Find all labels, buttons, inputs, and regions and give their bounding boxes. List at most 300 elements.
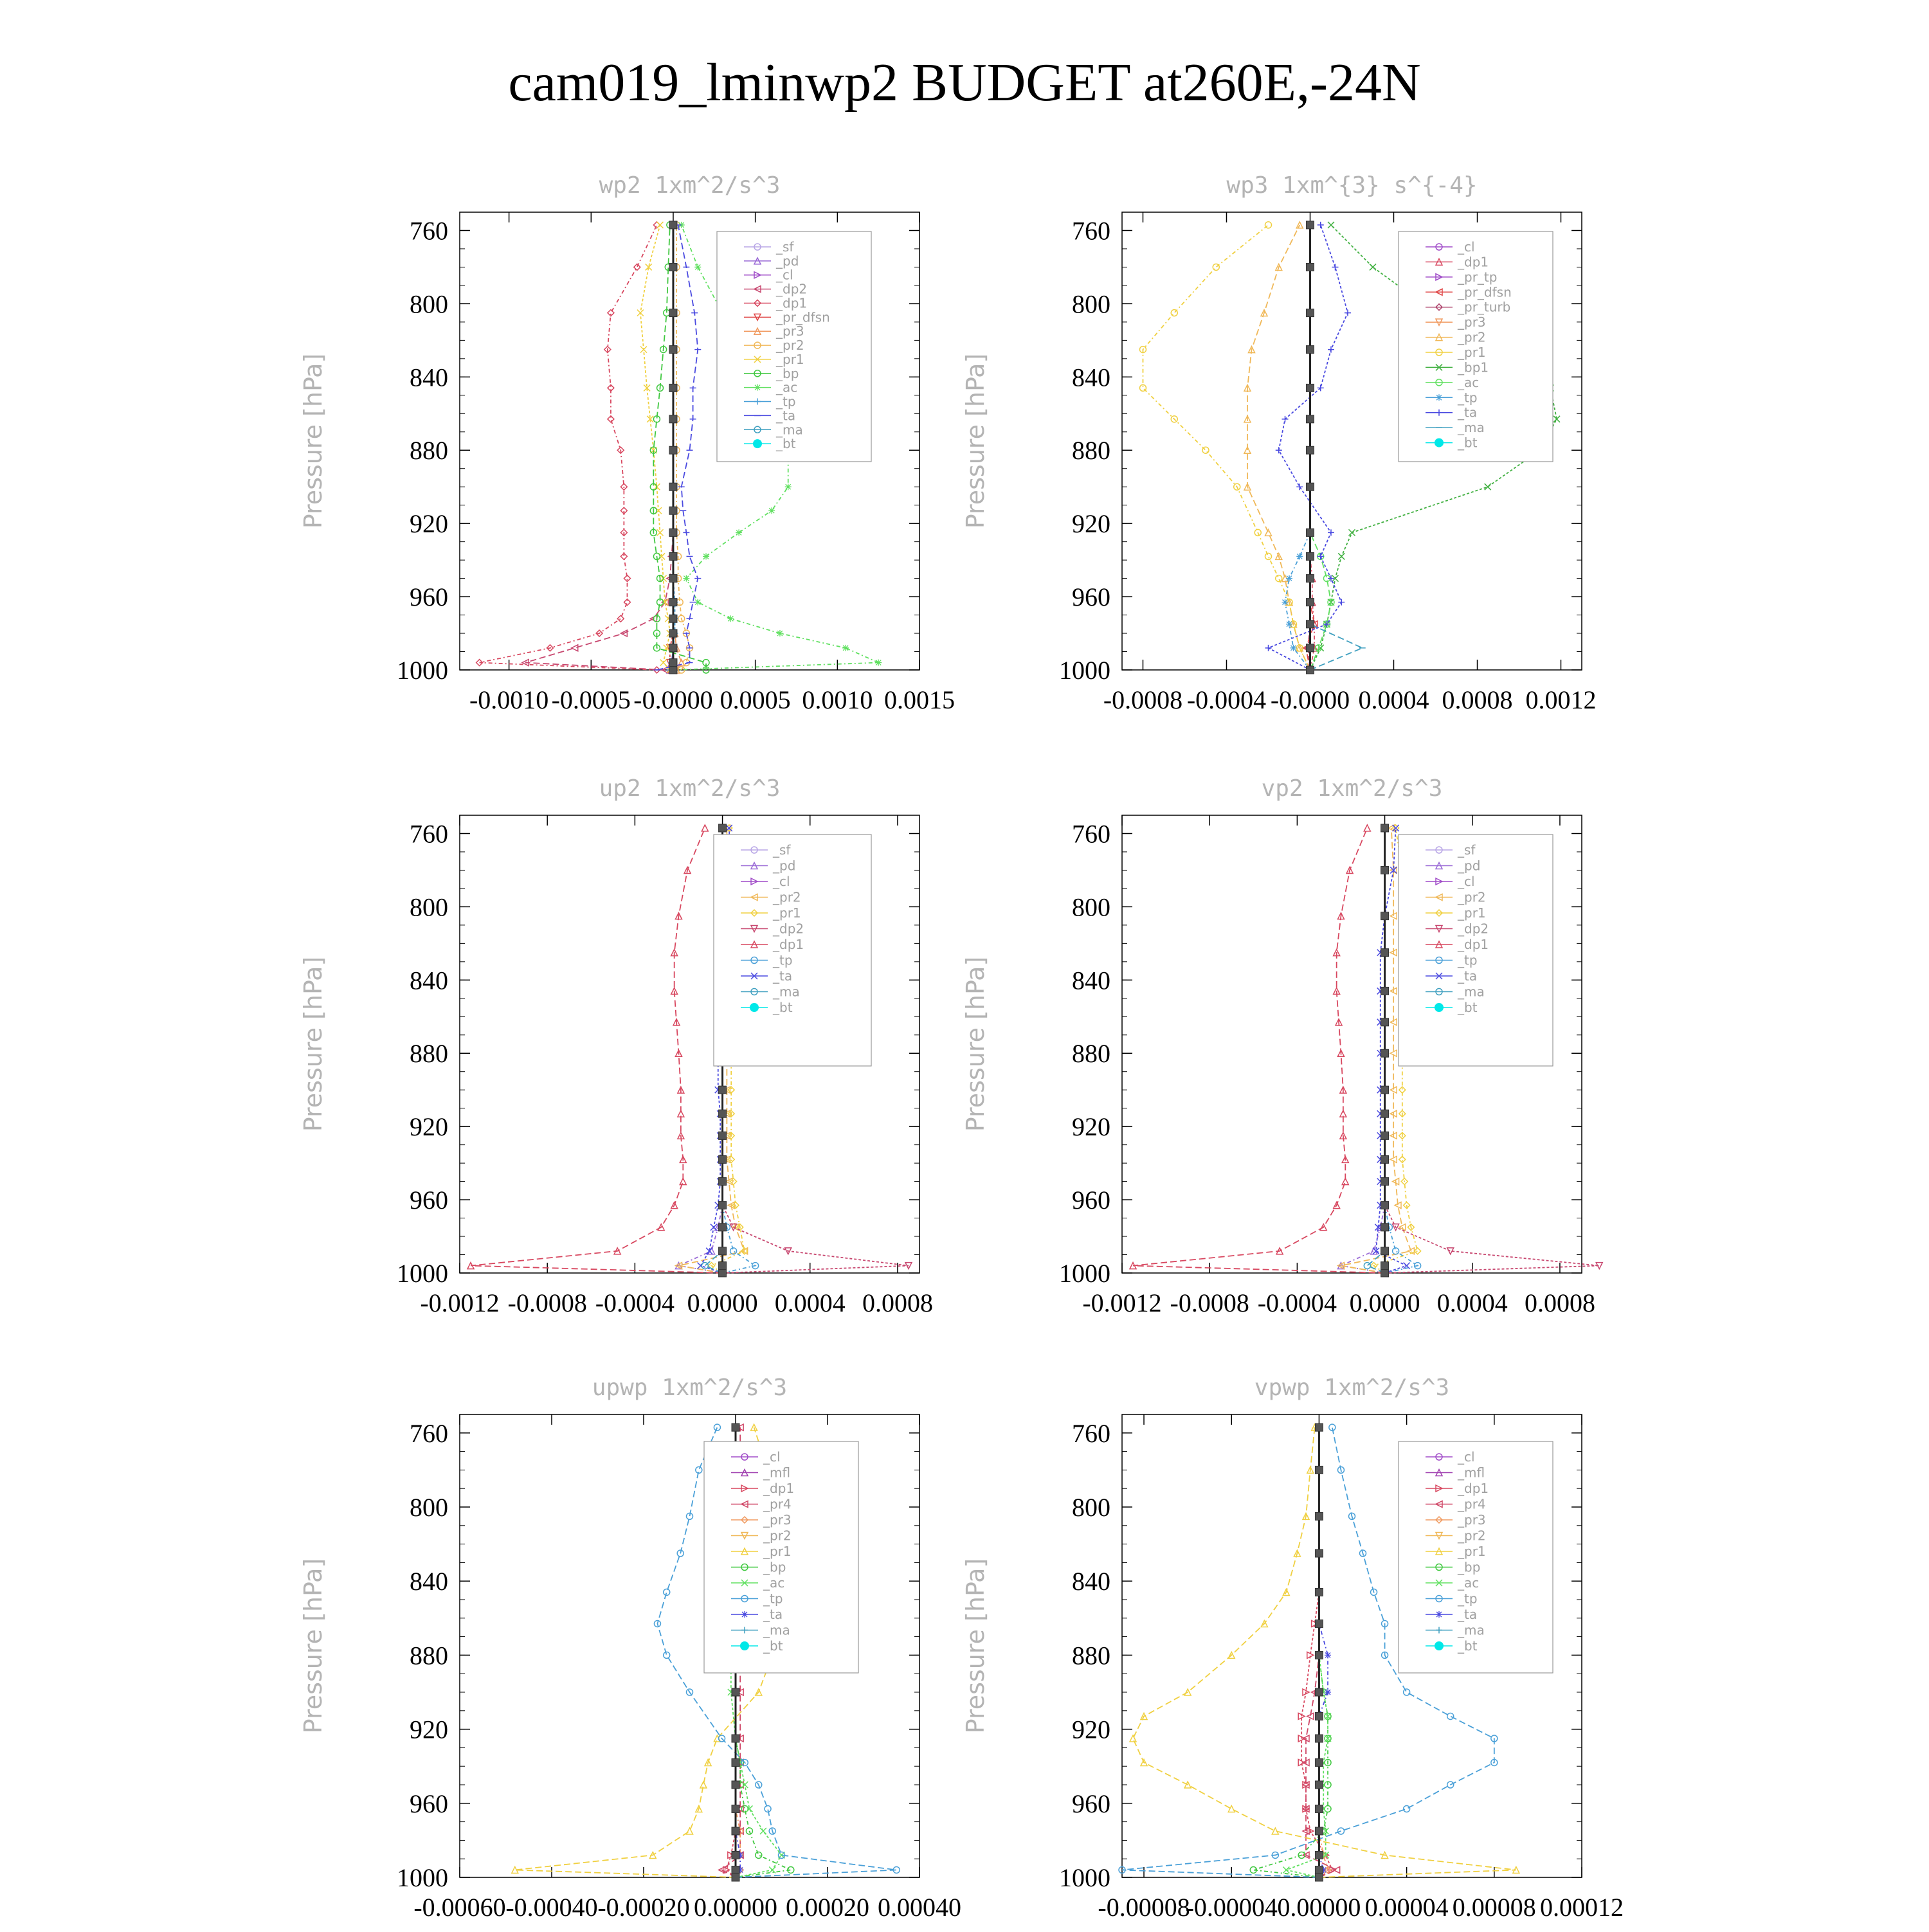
data-point [1282,599,1289,606]
data-point [1381,1110,1389,1117]
legend-label: _dp2 [1458,921,1489,937]
data-point [1307,528,1314,536]
legend-label: _cl [773,874,790,889]
data-point [1381,1202,1389,1209]
series-line [471,828,723,1273]
data-point [1328,222,1334,228]
data-point [640,347,647,353]
series-line [1133,828,1385,1273]
x-tick-label: -0.0010 [469,685,549,714]
legend-label: _ac [776,379,798,395]
data-point [1307,644,1314,652]
x-tick-label: -0.0005 [551,685,631,714]
y-tick-label: 840 [410,1567,448,1596]
data-point [687,1828,693,1834]
data-point [1328,529,1334,536]
x-tick-label: 0.00000 [1277,1893,1361,1922]
data-point [1381,1132,1389,1139]
data-point [1381,1155,1389,1163]
y-tick-label: 920 [410,509,448,539]
data-point [719,1202,727,1209]
data-point [1265,553,1272,559]
data-point [1381,1247,1389,1255]
data-point [1332,264,1339,270]
data-point [1265,222,1272,228]
x-tick-label: 0.00004 [1364,1893,1449,1922]
data-point [1342,1178,1348,1185]
data-point [1244,447,1251,453]
data-point [637,310,644,316]
legend [717,231,871,462]
x-tick-label: 0.0012 [1525,685,1597,714]
panel-title: up2 1xm^2/s^3 [599,775,781,802]
data-point [732,1827,739,1835]
data-point [669,666,677,674]
data-point [719,1086,727,1094]
panel-title: wp3 1xm^{3} s^{-4} [1226,172,1478,199]
legend-label: _tp [773,952,793,968]
data-point [660,660,667,666]
data-point [669,644,677,652]
y-tick-label: 760 [410,216,448,246]
y-tick-label: 960 [410,582,448,612]
data-point [1338,553,1345,559]
data-point [732,1805,739,1812]
y-tick-label: 920 [1072,509,1110,539]
data-point [785,483,792,490]
y-tick-label: 840 [1072,363,1110,392]
series-bt [669,221,677,674]
legend-label: _ta [763,1607,783,1622]
x-tick-label: 0.00012 [1540,1893,1624,1922]
y-tick-label: 800 [410,892,448,922]
y-tick-label: 800 [1072,892,1110,922]
data-point [1213,264,1219,270]
x-tick-label: -0.00040 [505,1893,598,1922]
legend-label: _ma [1458,1622,1485,1638]
legend-label: _ac [1458,374,1480,390]
legend-label: _ta [1458,404,1478,420]
chart-panel-3 [299,775,933,1317]
data-point [1307,599,1314,606]
data-point [1307,346,1314,354]
panel-title: wp2 1xm^2/s^3 [599,172,781,199]
y-tick-label: 760 [410,819,448,849]
x-tick-label: 0.0004 [1436,1288,1508,1317]
data-point [1291,645,1297,651]
data-point [1307,575,1314,582]
data-point [1202,447,1209,453]
data-point [756,1852,762,1858]
data-point [1404,1805,1410,1812]
legend-label: _tp [1458,1591,1478,1607]
data-point [664,1652,670,1658]
data-point [703,553,709,559]
data-point [680,1178,686,1185]
legend-label: _bp [763,1559,786,1575]
y-tick-label: 880 [410,1641,448,1670]
legend-label: _bp [1458,1559,1481,1575]
data-point [1370,264,1376,270]
data-point [1381,1018,1389,1026]
data-point [669,263,677,271]
legend-label: _bt [1458,435,1478,451]
legend-label: _sf [776,239,794,255]
legend-label: _pr1 [1458,905,1486,921]
x-tick-label: -0.0008 [507,1288,587,1317]
legend-label: _ma [1458,984,1485,1000]
legend [704,1441,858,1673]
legend-label: _cl [776,267,793,283]
series-dp1 [1130,825,1388,1276]
y-tick-label: 880 [1072,1641,1110,1670]
data-point [669,552,677,560]
x-tick-label: -0.00008 [1098,1893,1190,1922]
legend-label: _pr1 [763,1544,792,1559]
legend [1399,1441,1553,1673]
data-point [777,630,783,636]
y-tick-label: 920 [410,1715,448,1744]
legend-label: _pr3 [763,1512,792,1528]
data-point [732,1873,739,1881]
data-point [669,599,677,606]
legend-label: _tp [1458,390,1478,406]
legend-label: _dp1 [1458,937,1489,952]
x-tick-label: 0.0008 [1524,1288,1595,1317]
data-point [669,446,677,454]
data-point [634,264,640,270]
data-point [1286,575,1292,582]
data-point [1315,1423,1323,1431]
legend-label: _ac [763,1575,785,1591]
data-point [732,1688,739,1696]
data-point [732,1866,739,1873]
data-point [1381,949,1389,957]
data-point [669,309,677,317]
data-point [1381,1086,1389,1094]
data-point [653,222,660,228]
x-tick-label: 0.0008 [1442,685,1513,714]
data-point [669,615,677,622]
legend-label: _pd [773,858,796,874]
data-point [1318,384,1324,391]
x-tick-label: 0.0000 [687,1288,758,1317]
legend-label: _pr4 [763,1496,792,1512]
data-point [1307,221,1314,229]
x-tick-label: 0.0000 [1349,1288,1420,1317]
x-tick-label: 0.0010 [802,685,873,714]
y-tick-label: 840 [410,966,448,995]
y-tick-label: 1000 [1059,656,1110,685]
y-tick-label: 760 [410,1418,448,1448]
y-axis-label: Pressure [hPa] [299,1558,327,1734]
legend-label: _pr_dfsn [776,309,830,325]
legend-label: _mfl [763,1465,791,1481]
legend-label: _sf [773,842,791,858]
legend-marker [1435,438,1444,447]
legend-label: _dp1 [763,1481,795,1496]
data-point [875,660,882,666]
data-point [657,222,664,228]
data-point [1315,1758,1323,1766]
data-point [1315,1735,1323,1742]
y-tick-label: 800 [1072,1493,1110,1522]
panel-title: vp2 1xm^2/s^3 [1261,775,1443,802]
legend-marker [1436,1611,1442,1618]
legend-label: _pr3 [776,323,804,339]
legend-label: _pd [776,253,799,269]
data-point [1315,1805,1323,1812]
data-point [1307,384,1314,392]
data-point [617,615,624,622]
y-tick-label: 1000 [1059,1259,1110,1288]
x-tick-label: 0.0004 [774,1288,846,1317]
x-tick-label: -0.0000 [1270,685,1350,714]
legend-label: _ma [1458,420,1485,436]
legend-marker [1436,394,1442,401]
legend-label: _pr3 [1458,1512,1486,1528]
data-point [1415,1248,1421,1254]
legend-label: _tp [776,393,796,410]
y-axis-label: Pressure [hPa] [961,353,990,529]
data-point [1325,1689,1331,1695]
y-tick-label: 880 [410,1039,448,1069]
legend-label: _dp1 [1458,1481,1489,1496]
series-bt [1381,824,1389,1277]
legend-marker [1435,1641,1444,1650]
legend-label: _bp1 [1458,359,1489,375]
legend-label: _ma [773,984,800,1000]
data-point [1282,416,1289,422]
data-point [1296,553,1303,559]
data-point [1315,1512,1323,1520]
data-point [719,1269,727,1277]
legend-label: _pr1 [776,351,804,367]
data-point [719,1223,727,1231]
data-point [1315,1549,1323,1557]
legend-label: _bt [1458,1000,1478,1015]
legend-marker [1435,1003,1444,1012]
data-point [1315,1712,1323,1720]
data-point [1447,1713,1454,1719]
data-point [1228,1805,1235,1812]
data-point [1307,666,1314,674]
x-tick-label: 0.00020 [786,1893,869,1922]
data-point [1307,309,1314,317]
data-point [719,1247,727,1255]
y-tick-label: 880 [410,436,448,465]
chart-panel-4 [961,775,1602,1317]
data-point [669,415,677,423]
y-tick-label: 960 [1072,582,1110,612]
legend-label: _pr2 [1458,889,1486,905]
legend-label: _pr_tp [1458,269,1498,285]
data-point [669,483,677,491]
data-point [608,310,614,316]
y-axis-label: Pressure [hPa] [299,956,327,1132]
legend-label: _ma [776,422,803,438]
y-tick-label: 840 [410,363,448,392]
legend-label: _cl [1458,1449,1475,1465]
data-point [1381,866,1389,874]
y-tick-label: 880 [1072,1039,1110,1069]
y-tick-label: 840 [1072,1567,1110,1596]
data-point [1381,1178,1389,1186]
y-tick-label: 960 [1072,1186,1110,1215]
chart-panel-5 [299,1375,961,1922]
chart-panel-2 [961,172,1597,714]
legend-label: _bt [763,1638,783,1654]
x-tick-label: 0.00008 [1452,1893,1536,1922]
x-tick-label: 0.0008 [862,1288,933,1317]
data-point [669,629,677,637]
legend-label: _cl [1458,874,1475,889]
data-point [664,1589,670,1595]
legend-label: _pr2 [1458,1528,1486,1544]
data-point [1318,222,1324,228]
y-tick-label: 960 [410,1789,448,1818]
data-point [1404,1689,1410,1695]
legend-label: _cl [763,1449,781,1465]
x-tick-label: -0.0012 [1082,1288,1162,1317]
data-point [1276,447,1282,453]
legend-label: _pr_turb [1458,299,1511,315]
y-tick-label: 760 [1072,819,1110,849]
data-point [1307,446,1314,454]
data-point [736,529,742,536]
data-point [732,1423,739,1431]
series-dp1 [467,825,726,1276]
y-tick-label: 920 [1072,1112,1110,1142]
x-tick-label: -0.0004 [1186,685,1267,714]
legend-label: _pr1 [1458,1544,1486,1559]
data-point [1307,483,1314,491]
legend-label: _dp1 [773,937,804,952]
legend-label: _dp1 [1458,254,1489,270]
y-tick-label: 800 [410,289,448,319]
legend-label: _ta [1458,1607,1478,1622]
x-tick-label: -0.00004 [1185,1893,1278,1922]
data-point [1328,347,1334,353]
x-tick-label: 0.0005 [720,685,791,714]
data-point [1315,1466,1323,1474]
y-axis-label: Pressure [hPa] [299,353,327,529]
x-tick-label: -0.0008 [1103,685,1183,714]
data-point [1315,1781,1323,1789]
data-point [1315,1688,1323,1696]
data-point [669,221,677,229]
series-line [1310,225,1363,670]
series-bt [1315,1423,1323,1881]
legend-label: _dp1 [776,295,808,311]
legend-label: _pr_dfsn [1458,284,1512,300]
data-point [1393,1248,1399,1254]
data-point [1381,1049,1389,1057]
data-point [842,645,849,651]
data-point [1286,621,1292,627]
y-tick-label: 920 [1072,1715,1110,1744]
y-tick-label: 760 [1072,1418,1110,1448]
y-tick-label: 960 [410,1186,448,1215]
legend-marker [741,1611,748,1618]
legend-label: _cl [1458,239,1475,255]
series-ma [1307,225,1366,670]
data-point [727,615,734,622]
figure-title: cam019_lminwp2 BUDGET at260E,-24N [508,53,1421,113]
data-point [1265,529,1272,536]
data-point [719,1110,727,1117]
data-point [1307,552,1314,560]
data-point [732,1851,739,1859]
data-point [1315,1651,1323,1659]
y-tick-label: 840 [1072,966,1110,995]
series-bt [1307,221,1314,674]
data-point [1381,1223,1389,1231]
y-axis-label: Pressure [hPa] [961,956,990,1132]
x-tick-label: -0.00060 [413,1893,506,1922]
data-point [1381,912,1389,920]
data-point [1315,1588,1323,1596]
legend-marker [740,1641,749,1650]
legend-label: _pr2 [1458,329,1486,345]
data-point [669,384,677,392]
legend-label: _bp [776,365,799,381]
legend-label: _bt [773,1000,793,1015]
data-point [719,1155,727,1163]
data-point [732,1781,739,1789]
data-point [1315,1866,1323,1873]
legend-label: _pr1 [773,905,801,921]
data-point [719,1262,727,1270]
y-tick-label: 760 [1072,216,1110,246]
data-point [768,507,775,514]
legend-marker [754,384,761,391]
legend-label: _ta [1458,968,1478,984]
x-tick-label: -0.00020 [597,1893,690,1922]
data-point [702,1263,708,1269]
x-tick-label: -0.0004 [595,1288,675,1317]
data-point [1485,483,1491,490]
data-point [1334,1866,1340,1873]
legend-label: _tp [763,1591,783,1607]
data-point [1381,824,1389,832]
data-point [732,1735,739,1742]
legend-marker [753,439,762,448]
legend-label: _ta [776,408,796,424]
y-tick-label: 1000 [1059,1863,1110,1892]
legend-label: _pd [1458,858,1481,874]
legend-label: _ac [1458,1575,1480,1591]
data-point [1283,1866,1289,1873]
data-point [1307,620,1314,628]
y-tick-label: 800 [410,1493,448,1522]
legend-label: _bt [1458,1638,1478,1654]
legend-label: _bt [776,436,796,452]
data-point [669,659,677,667]
y-tick-label: 920 [410,1112,448,1142]
legend-label: _pr4 [1458,1496,1486,1512]
y-tick-label: 960 [1072,1789,1110,1818]
data-point [1381,987,1389,995]
data-point [1381,1269,1389,1277]
data-point [1364,1263,1370,1269]
data-point [669,346,677,354]
data-point [719,1132,727,1139]
legend-label: _pr2 [773,889,801,905]
legend-label: _pr2 [763,1528,792,1544]
data-point [1130,1735,1136,1742]
data-point [714,1424,720,1431]
